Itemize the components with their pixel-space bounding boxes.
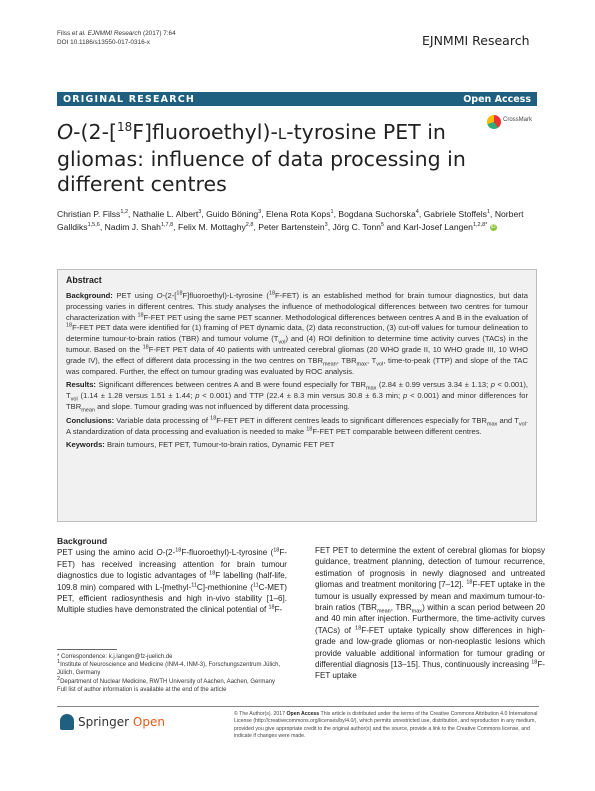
footer-rule <box>57 706 539 707</box>
body-column-left <box>57 536 287 616</box>
springer-open-logo <box>60 712 165 732</box>
author-list: Christian P. Filss$^{1,2}$, Nathalie L. Albert$^3$, Guido Böning$^3$, Elena Rota Kops$^1$, Bogdana Suchorska$^4$, Gabriele Stoffels$^1$, Norbert Galldiks$^{1,5,6}$, Nadim J. Shah$^{1,7,8}$, Felix M. Mottaghy$^{2,8}$, Peter Bartenstein$^3$, Jörg C. Tonn$^5$ and Karl-Josef Langen$^{1,2,8*}$ iD <box>57 209 524 232</box>
abstract-keywords: Keywords: Brain tumours, FET PET, Tumour-to-brain ratios, Dynamic FET PET <box>66 440 335 450</box>
springer-horse-icon <box>60 714 74 730</box>
affiliation-2: $^2$Department of Nuclear Medicine, RWTH University of Aachen, Aachen, Germany <box>57 675 276 685</box>
abstract-conclusions: Conclusions: Variable data processing of $^{18}$F-FET PET in different centres leads to significant differences especially for $TBR_{max}$ and $T_{vol}$. A standardization of data processing and evaluation is needed to make $^{18}$F-FET PET comparable between different centres. <box>66 415 528 436</box>
doi[interactable]: DOI 10.1186/s13550-017-0316-x <box>57 39 150 46</box>
springer-open-wordmark: Springer Open <box>78 715 165 729</box>
footnotes <box>57 649 287 694</box>
section-heading-background: Background <box>57 536 108 546</box>
abstract-box <box>57 269 537 522</box>
article-type-banner <box>57 92 537 106</box>
correspondence[interactable]: * Correspondence: k.j.langen@fz-juelich.de <box>57 654 173 660</box>
license-text: © The Author(s). 2017 Open Access This article is distributed under the terms of the Creative Commons Attribution 4.0 International License (http://creativecommons.org/licenses/by/4.0/), which permits unrestricted use, distribution, and reproduction in any medium, provided you give appropriate credit to the original author(s) and the source, provide a link to the Creative Commons license, and indicate if changes were made. <box>234 711 538 740</box>
crossmark-badge[interactable] <box>486 112 546 136</box>
abstract-heading: Abstract <box>66 275 102 285</box>
abstract-background: Background: PET using O-(2-[$^{18}$F]fluoroethyl)-L-tyrosine ($^{18}$F-FET) is an established method for brain tumour diagnostics, but data processing varies in different centres. This study analyses the influence of methodological differences between two centres for tumour characterization with $^{18}$F-FET PET using the same PET scanner. Methodological differences between centres A and B in the evaluation of $^{18}$F-FET PET data were identified for (1) framing of PET dynamic data, (2) data reconstruction, (3) cut-off values for tumour delineation to determine tumour-to-brain ratios (TBR) and tumour volume $(T_{vol})$ and (4) ROI definition to determine time activity curves (TACs) in the tumour. Based on the $^{18}$F-FET PET data of 40 patients with untreated cerebral gliomas (20 WHO grade II, 10 WHO grade III, 10 WHO grade IV), the effect of different data processing in the two centres on $TBR_{mean}$, $TBR_{max}$, $T_{vol}$, time-to-peak (TTP) and slope of the TAC was compared. Further, the effect on tumour grading was evaluated by ROC analysis. <box>66 290 528 376</box>
affiliation-1: $^1$Institute of Neuroscience and Medicine (INM-4, INM-3), Forschungszentrum Jülich, Jülich, Germany <box>57 659 281 677</box>
footnote-rule <box>57 649 117 650</box>
article-title: O-(2-[$^{18}$F]fluoroethyl)-L-tyrosine PET in gliomas: influence of data processing in different centres <box>57 120 466 196</box>
running-header <box>57 29 176 47</box>
full-list-note: Full list of author information is available at the end of the article <box>57 686 227 693</box>
citation-line: Filss et al. EJNMMI Research (2017) 7:64 <box>57 30 176 37</box>
body-paragraph-left: PET using the amino acid O-(2-$^{18}$F-fluoroethyl)-L-tyrosine ($^{18}$F-FET) has received increasing attention for brain tumour diagnostics due to logistic advantages of $^{18}$F labelling (half-life, 109.8 min) compared with L-[methyl-$^{11}$C]-methionine ($^{11}$C-MET) PET, efficient radiosynthesis and high in-vivo stability [1–6]. Multiple studies have demonstrated the clinical potential of $^{18}$F- <box>57 547 287 615</box>
open-access-label: Open Access <box>463 93 531 105</box>
orcid-icon[interactable]: iD <box>490 223 496 230</box>
body-column-right <box>315 545 545 682</box>
crossmark-label: CrossMark <box>503 117 533 123</box>
crossmark-icon <box>486 114 502 130</box>
journal-name: EJNMMI Research <box>422 33 530 48</box>
article-type: ORIGINAL RESEARCH <box>63 93 196 105</box>
body-paragraph-right: FET PET to determine the extent of cerebral gliomas for biopsy guidance, treatment planning, detection of tumour recurrence, estimation of prognosis in newly diagnosed and untreated gliomas and treatment monitoring [7–12]. $^{18}$F-FET uptake in the tumour is usually expressed by mean and maximum tumour-to-brain ratios ($TBR_{mean}$, $TBR_{max}$) within a scan period between 20 and 40 min after injection. Furthermore, the time-activity curves (TACs) of $^{18}$F-FET uptake typically show differences in high-grade and low-grade gliomas or non-neoplastic lesions which provide valuable additional information for tumour grading or differential diagnosis [13–15]. Thus, continuously increasing $^{18}$F-FET uptake <box>315 546 545 681</box>
abstract-results: Results: Significant differences between centres A and B were found especially for $TBR_{max}$ (2.84 ± 0.99 versus 3.34 ± 1.13; p < 0.001), $T_{vol}$ (1.14 ± 1.28 versus 1.51 ± 1.44; p < 0.001) and TTP (22.4 ± 8.3 min versus 30.8 ± 6.3 min; p < 0.001) and minor differences for $TBR_{mean}$ and slope. Tumour grading was not influenced by different data processing. <box>66 380 529 414</box>
